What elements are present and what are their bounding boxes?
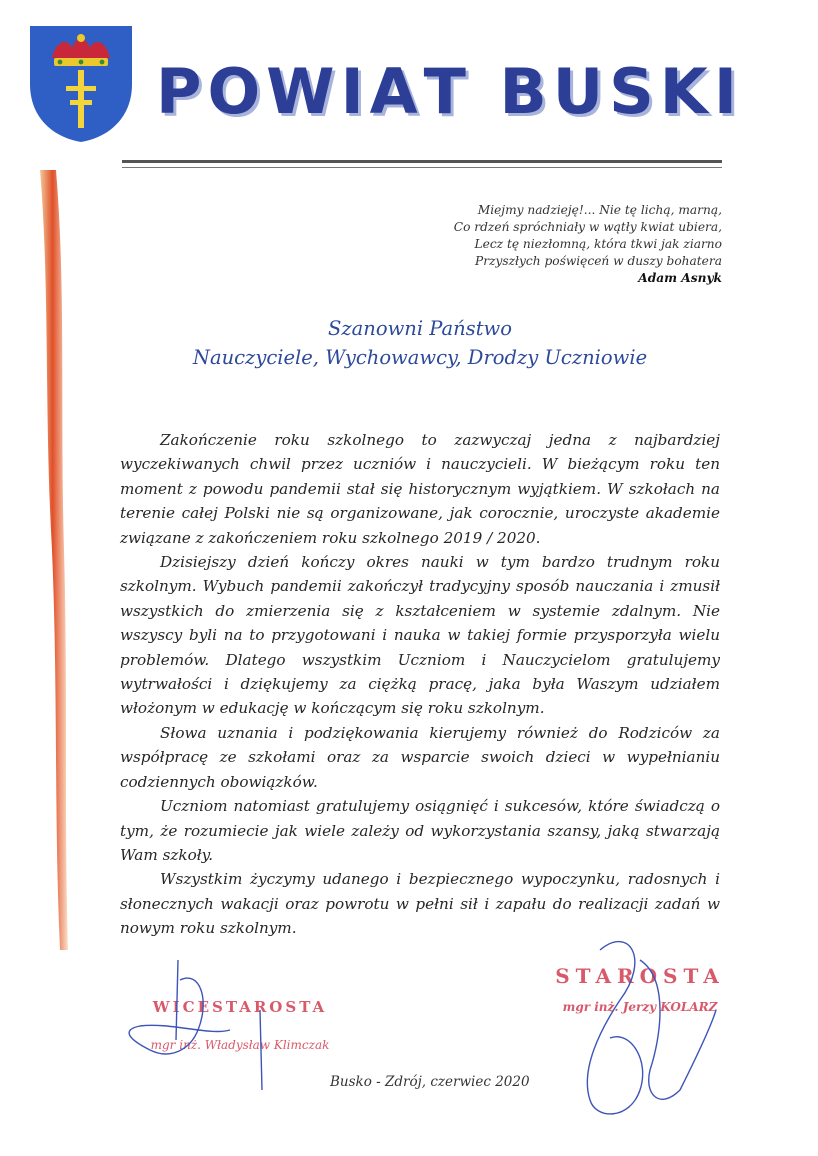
- brand-letter: O: [207, 54, 267, 128]
- stamp-name: mgr inż. Jerzy KOLARZ: [562, 1000, 718, 1014]
- header-divider: [122, 160, 722, 163]
- letter-paragraph: Wszystkim życzymy udanego i bezpiecznego wypoczynku, radosnych i słonecznych wakacji oraz powrotu w pełni sił i zapału do realizacji zadań w nowym roku szkolnym.: [120, 870, 720, 938]
- brand-letter: K: [659, 54, 714, 128]
- decorative-ribbon: [34, 170, 74, 950]
- brand-letter: U: [552, 54, 610, 128]
- brand-letter: I: [340, 54, 370, 128]
- brand-letter: S: [609, 54, 660, 128]
- letter-body: [120, 428, 720, 941]
- letter-paragraph: Zakończenie roku szkolnego to zazwyczaj jedna z najbardziej wyczekiwanych chwil przez uczniów i nauczycieli. W bieżącym roku ten moment z powodu pandemii stał się historycznym wyjątkiem. W szkołach na terenie całej Polski nie są organizowane, jak corocznie, uroczyste akademie związane z zakończeniem roku szkolnego 2019 / 2020.: [120, 431, 720, 547]
- salutation-line: Szanowni Państwo: [328, 317, 512, 340]
- brand-letter: T: [423, 54, 472, 128]
- brand-spacer: [472, 55, 500, 128]
- salutation-line: Nauczyciele, Wychowawcy, Drodzy Uczniowie: [192, 346, 648, 369]
- poem-line: Co rdzeń spróchniały w wątły kwiat ubiera,: [453, 220, 722, 234]
- poem-line: Lecz tę niezłomną, która tkwi jak ziarno: [474, 237, 722, 251]
- starosta-stamp: [540, 964, 740, 1014]
- brand-letter: B: [499, 54, 553, 128]
- starosta-signature: [540, 920, 720, 1140]
- poem-author: Adam Asnyk: [638, 271, 722, 285]
- brand-letter: I: [713, 54, 743, 128]
- salutation: [120, 314, 720, 372]
- brand-letter: A: [369, 54, 424, 128]
- letter-paragraph: Uczniom natomiast gratulujemy osiągnięć i sukcesów, które świadczą o tym, że rozumiecie jak wiele zależy od wykorzystania szansy, jaką stwarzają Wam szkoły.: [120, 797, 720, 864]
- place-date: Busko - Zdrój, czerwiec 2020: [330, 1074, 530, 1090]
- poem-line: Miejmy nadzieję!... Nie tę lichą, marną,: [477, 203, 722, 217]
- poem-line: Przyszłych poświęceń w duszy bohatera: [475, 254, 722, 268]
- brand-letter: P: [156, 54, 208, 128]
- letter-paragraph: Słowa uznania i podziękowania kierujemy również do Rodziców za współpracę ze szkołami oraz za wsparcie swoich dzieci w wypełnianiu codziennych obowiązków.: [120, 723, 720, 791]
- vice-starosta-stamp: [130, 998, 350, 1052]
- stamp-title: STAROSTA: [555, 964, 725, 988]
- letter-paragraph: Dzisiejszy dzień kończy okres nauki w tym bardzo trudnym roku szkolnym. Wybuch pandemii zakończył tradycyjny sposób nauczania i zmusił wszystkich do zmierzenia się z kształceniem w systemie zdalnym. Nie wszyscy byli na to przygotowani i nauka w takiej formie przysporzyła wielu problemów. Dlatego wszystkim Uczniom i Nauczycielom gratulujemy wytrwałości i dziękujemy za ciężką pracę, jaka była Waszym udziałem włożonym w edukację w kończącym się roku szkolnym.: [120, 553, 720, 718]
- stamp-title: WICESTAROSTA: [152, 998, 328, 1016]
- stamp-name: mgr inż. Władysław Klimczak: [150, 1038, 330, 1052]
- poem-quote: [362, 202, 722, 287]
- coat-of-arms-logo: [28, 24, 134, 144]
- header-divider-thin: [122, 167, 722, 168]
- brand-letter: W: [266, 54, 341, 128]
- brand-title: [156, 54, 743, 128]
